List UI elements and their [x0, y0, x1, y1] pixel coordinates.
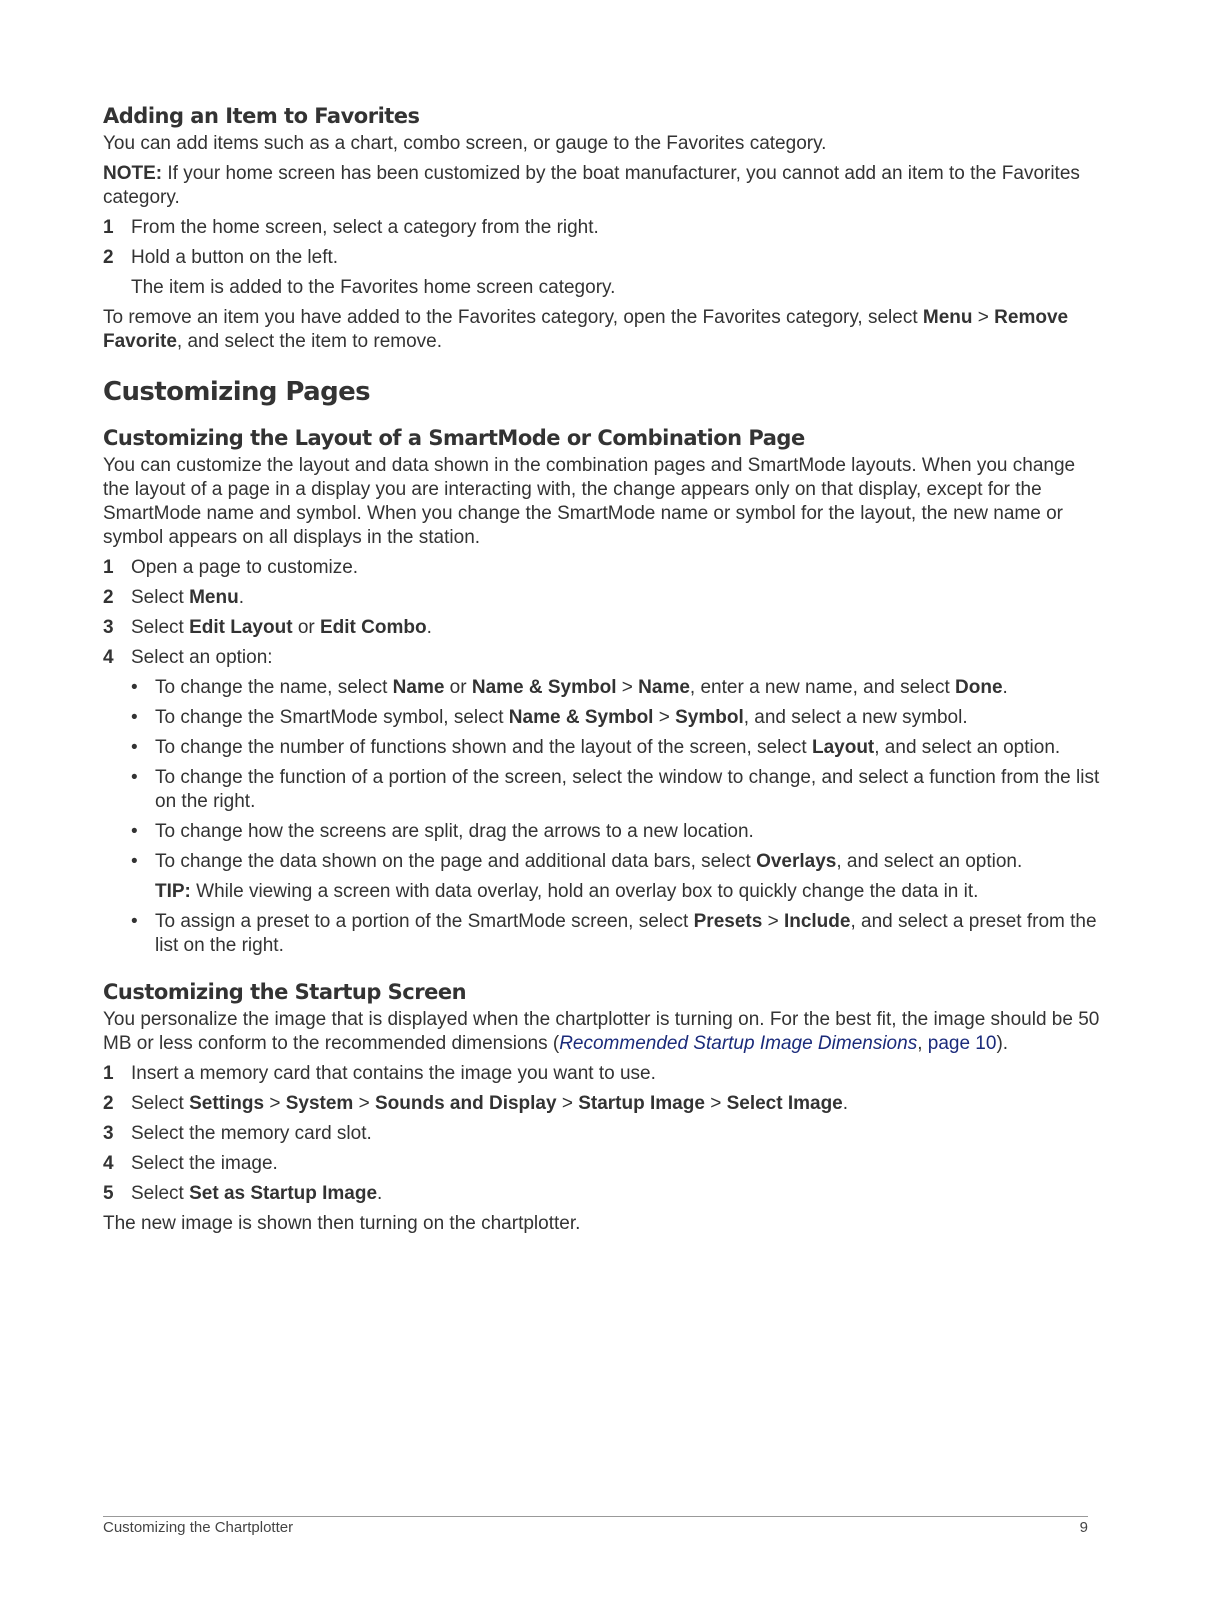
name-symbol-term: Name & Symbol [508, 707, 654, 728]
name-term: Name [638, 677, 690, 698]
bullet-text [155, 706, 968, 730]
step-number: 1 [103, 557, 114, 578]
text-run: . [426, 617, 432, 638]
step-text: Select the image. [131, 1153, 278, 1174]
favorites-heading: Adding an Item to Favorites [103, 104, 420, 128]
text-run: or [444, 677, 472, 698]
text-run: . [1002, 677, 1008, 698]
page-content [103, 100, 1103, 1236]
option-bullet [131, 706, 1103, 730]
text-run: > [762, 911, 784, 932]
layout-step [103, 616, 1103, 640]
page-footer [103, 1516, 1088, 1536]
set-startup-image-term: Set as Startup Image [189, 1183, 378, 1204]
step-text [131, 1092, 1103, 1116]
step-text [131, 586, 1103, 610]
favorites-step [103, 216, 1103, 240]
text-run: Select [131, 617, 190, 638]
menu-term: Menu [922, 307, 973, 328]
favorites-remove [103, 306, 1103, 354]
text-run: , and select a preset from the list on the right. [155, 911, 1097, 956]
startup-step [103, 1182, 1103, 1206]
settings-term: Settings [189, 1093, 265, 1114]
step-text [131, 616, 1103, 640]
text-run: > [972, 307, 995, 328]
text-run: , and select an option. [836, 851, 1023, 872]
system-term: System [285, 1093, 354, 1114]
text-run: To change the name, select [155, 677, 393, 698]
text-run: > [353, 1093, 375, 1114]
text-run: > [616, 677, 639, 698]
text-run: , and select the item to remove. [176, 331, 442, 352]
bullet-text [155, 910, 1103, 958]
text-run: > [653, 707, 676, 728]
step-number: 3 [103, 1123, 114, 1144]
layout-step [103, 586, 1103, 610]
step-text: From the home screen, select a category from the right. [131, 217, 599, 238]
name-symbol-term: Name & Symbol [471, 677, 617, 698]
option-bullet [131, 736, 1103, 760]
favorites-step [103, 246, 1103, 270]
option-bullet [131, 850, 1103, 874]
text-run: Select [131, 1183, 190, 1204]
option-bullet [131, 820, 1103, 844]
step-number: 1 [103, 1063, 114, 1084]
step-text: Select an option: [131, 647, 273, 668]
startup-intro [103, 1008, 1103, 1056]
bullet-icon: • [131, 707, 138, 728]
bullet-icon: • [131, 911, 138, 932]
layout-heading: Customizing the Layout of a SmartMode or Combination Page [103, 426, 805, 450]
step-number: 1 [103, 217, 114, 238]
step-number: 2 [103, 587, 114, 608]
text-run: . [842, 1093, 849, 1114]
startup-step [103, 1062, 1103, 1086]
text-run: To remove an item you have added to the Favorites category, open the Favorites category, select [103, 307, 923, 328]
edit-layout-term: Edit Layout [189, 617, 293, 638]
text-run: You personalize the image that is displayed when the chartplotter is turning on. For the best fit, the image should be 50 MB or less conform to the recommended dimensions ( [103, 1009, 1100, 1054]
tip [155, 880, 1103, 904]
startup-result: The new image is shown then turning on the chartplotter. [103, 1213, 581, 1234]
text-run: or [292, 617, 320, 638]
layout-intro: You can customize the layout and data shown in the combination pages and SmartMode layouts. When you change the layout of a page in a display you are interacting with, the change appears only on that display, except for the SmartMode name and symbol. When you change the SmartMode name or symbol for the layout, the new name or symbol appears on all displays in the station. [103, 455, 1076, 548]
option-bullet [131, 676, 1103, 700]
option-bullet [131, 910, 1103, 958]
startup-step [103, 1152, 1103, 1176]
note-text: If your home screen has been customized by the boat manufacturer, you cannot add an item to the Favorites category. [103, 163, 1080, 208]
presets-term: Presets [693, 911, 763, 932]
footer-section-title: Customizing the Chartplotter [103, 1519, 294, 1536]
page-number: 9 [1079, 1519, 1088, 1536]
select-image-term: Select Image [726, 1093, 843, 1114]
name-term: Name [392, 677, 445, 698]
bullet-icon: • [131, 767, 138, 788]
text-run: To change the number of functions shown and the layout of the screen, select [155, 737, 812, 758]
text-run: . [238, 587, 244, 608]
step-number: 2 [103, 1093, 114, 1114]
tip-text: While viewing a screen with data overlay, hold an overlay box to quickly change the data in it. [190, 881, 979, 902]
startup-image-term: Startup Image [578, 1093, 705, 1114]
layout-term: Layout [811, 737, 875, 758]
step-text [131, 1182, 1103, 1206]
bullet-text [155, 676, 1008, 700]
favorites-note [103, 162, 1103, 210]
step-number: 4 [103, 1153, 114, 1174]
bullet-text: To change the function of a portion of the screen, select the window to change, and select a function from the list on the right. [155, 767, 1100, 812]
done-term: Done [955, 677, 1003, 698]
include-term: Include [783, 911, 851, 932]
startup-heading: Customizing the Startup Screen [103, 980, 467, 1004]
tip-label: TIP: [155, 881, 191, 902]
text-run: ). [996, 1033, 1009, 1054]
step-text: Open a page to customize. [131, 557, 359, 578]
startup-dimensions-link[interactable]: Recommended Startup Image Dimensions [559, 1033, 918, 1054]
step-result: The item is added to the Favorites home screen category. [131, 277, 616, 298]
overlays-term: Overlays [756, 851, 837, 872]
step-text: Hold a button on the left. [131, 247, 339, 268]
startup-step [103, 1092, 1103, 1116]
customizing-pages-heading: Customizing Pages [103, 377, 371, 407]
bullet-icon: • [131, 737, 138, 758]
text-run: , [917, 1033, 928, 1054]
text-run: Select [131, 587, 190, 608]
sounds-display-term: Sounds and Display [374, 1093, 557, 1114]
text-run: To assign a preset to a portion of the SmartMode screen, select [155, 911, 694, 932]
symbol-term: Symbol [675, 707, 744, 728]
step-number: 3 [103, 617, 114, 638]
bullet-text [155, 736, 1060, 760]
step-text: Select the memory card slot. [131, 1123, 372, 1144]
bullet-icon: • [131, 851, 138, 872]
step-number: 4 [103, 647, 114, 668]
bullet-text: To change how the screens are split, drag the arrows to a new location. [155, 821, 754, 842]
menu-term: Menu [189, 587, 239, 608]
bullet-icon: • [131, 821, 138, 842]
text-run: , and select a new symbol. [743, 707, 968, 728]
page-reference-link[interactable]: page 10 [927, 1033, 997, 1054]
layout-step [103, 646, 1103, 670]
startup-step [103, 1122, 1103, 1146]
text-run: To change the SmartMode symbol, select [155, 707, 509, 728]
bullet-text [155, 850, 1022, 874]
bullet-icon: • [131, 677, 138, 698]
layout-step [103, 556, 1103, 580]
option-bullet [131, 766, 1103, 814]
text-run: , and select an option. [874, 737, 1061, 758]
step-text: Insert a memory card that contains the image you want to use. [131, 1063, 656, 1084]
step-number: 2 [103, 247, 114, 268]
note-label: NOTE: [103, 163, 163, 184]
step-number: 5 [103, 1183, 114, 1204]
text-run: > [556, 1093, 579, 1114]
text-run: . [377, 1183, 383, 1204]
favorites-intro: You can add items such as a chart, combo screen, or gauge to the Favorites category. [103, 133, 827, 154]
edit-combo-term: Edit Combo [320, 617, 427, 638]
remove-favorite-term: Remove Favorite [103, 307, 1069, 352]
text-run: Select [131, 1093, 190, 1114]
text-run: > [704, 1093, 727, 1114]
text-run: > [264, 1093, 286, 1114]
text-run: To change the data shown on the page and additional data bars, select [155, 851, 757, 872]
text-run: , enter a new name, and select [689, 677, 956, 698]
